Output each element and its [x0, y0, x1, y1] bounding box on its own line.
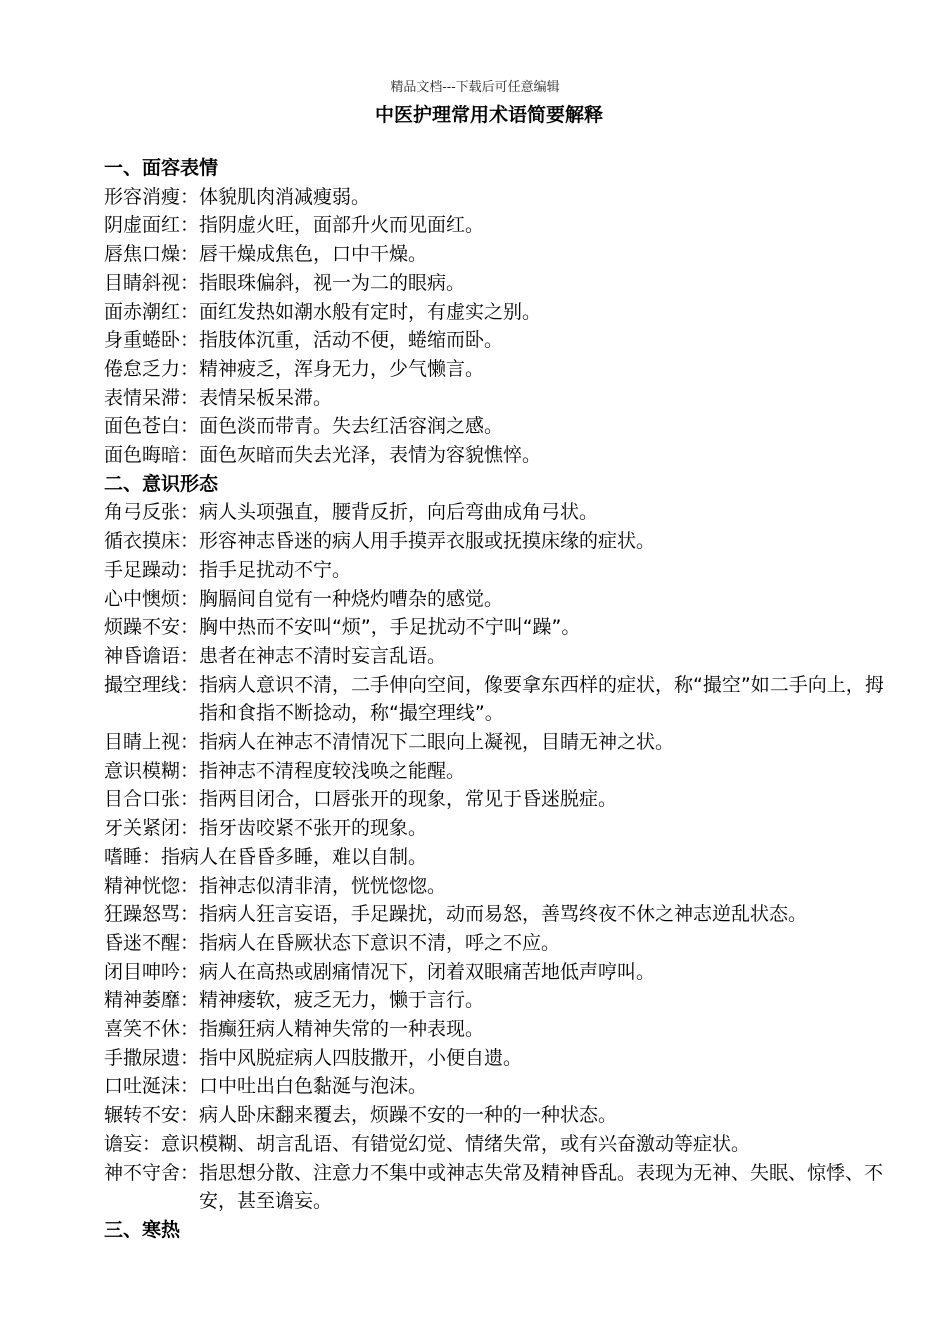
term-entry [104, 785, 894, 814]
term-definition: 指神志不清程度较浅唤之能醒。 [199, 759, 466, 782]
term-entry [104, 355, 894, 384]
term-entry [104, 326, 894, 355]
term-definition: 形容神志昏迷的病人用手摸弄衣服或抚摸床缘的症状。 [199, 530, 656, 553]
term-entry [104, 384, 894, 413]
term-definition: 指思想分散、注意力不集中或神志失常及精神昏乱。表现为无神、失眠、惊悸、不安，甚至谵妄。 [199, 1161, 884, 1213]
term-label: 谵妄： [104, 1132, 162, 1155]
term-definition: 指两目闭合，口唇张开的现象，常见于昏迷脱症。 [199, 788, 618, 811]
term-label: 心中懊烦： [104, 587, 200, 610]
term-entry [104, 900, 894, 929]
term-entry [104, 929, 894, 958]
term-entry [104, 556, 894, 585]
term-definition: 精神痿软，疲乏无力，懒于言行。 [199, 989, 485, 1012]
term-label: 阴虚面红： [104, 214, 200, 237]
term-label: 面色晦暗： [104, 444, 200, 467]
term-label: 角弓反张： [104, 501, 200, 524]
term-definition: 面色灰暗而失去光泽，表情为容貌憔悴。 [199, 444, 542, 467]
term-definition: 指病人在神志不清情况下二眼向上凝视，目睛无神之状。 [199, 731, 675, 754]
term-entry [104, 269, 894, 298]
term-entry [104, 1130, 894, 1159]
term-definition: 表情呆板呆滞。 [199, 386, 333, 409]
term-definition: 意识模糊、胡言乱语、有错觉幻觉、情绪失常，或有兴奋激动等症状。 [161, 1132, 751, 1155]
term-label: 循衣摸床： [104, 530, 200, 553]
term-entry [104, 872, 894, 901]
term-entry [104, 1101, 894, 1130]
term-label: 目睛斜视： [104, 271, 200, 294]
term-definition: 体貌肌肉消减瘦弱。 [199, 185, 371, 208]
term-label: 面赤潮红： [104, 300, 200, 323]
term-label: 闭目呻吟： [104, 960, 200, 983]
term-label: 辗转不安： [104, 1104, 200, 1127]
term-label: 形容消瘦： [104, 185, 200, 208]
section-heading: 一、面容表情 [104, 157, 219, 179]
term-definition: 指眼珠偏斜，视一为二的眼病。 [199, 271, 466, 294]
term-label: 意识模糊： [104, 759, 200, 782]
term-definition: 指神志似清非清，恍恍惚惚。 [199, 874, 447, 897]
term-definition: 指中风脱症病人四肢撒开，小便自遗。 [199, 1046, 523, 1069]
term-label: 唇焦口燥： [104, 243, 200, 266]
term-definition: 指病人在昏厥状态下意识不清，呼之不应。 [199, 931, 561, 954]
term-entry [104, 498, 894, 527]
term-definition: 患者在神志不清时妄言乱语。 [199, 644, 447, 667]
term-entry [104, 183, 894, 212]
document-body [104, 154, 894, 1245]
term-entry [104, 958, 894, 987]
term-label: 倦怠乏力： [104, 357, 200, 380]
term-definition: 指病人狂言妄语，手足躁扰，动而易怒，善骂终夜不休之神志逆乱状态。 [199, 903, 808, 926]
term-definition: 指病人意识不清，二手伸向空间，像要拿东西样的症状，称“撮空”如二手向上，拇指和食指不断捻动，称“撮空理线”。 [199, 673, 884, 725]
term-label: 神不守舍： [104, 1161, 200, 1184]
term-definition: 指阴虚火旺，面部升火而见面红。 [199, 214, 485, 237]
term-definition: 面色淡而带青。失去红活容润之感。 [199, 415, 504, 438]
term-definition: 胸中热而不安叫“烦”，手足扰动不宁叫“躁”。 [199, 616, 581, 639]
term-entry [104, 240, 894, 269]
section-heading: 三、寒热 [104, 1218, 181, 1241]
term-label: 狂躁怒骂： [104, 903, 200, 926]
term-label: 面色苍白： [104, 415, 200, 438]
term-definition: 口中吐出白色黏涎与泡沫。 [199, 1075, 428, 1098]
term-entry [104, 441, 894, 470]
term-entry [104, 412, 894, 441]
term-entry [104, 527, 894, 556]
document-title: 中医护理常用术语简要解释 [374, 104, 603, 126]
term-entry [104, 814, 894, 843]
term-entry [104, 986, 894, 1015]
term-entry [104, 1015, 894, 1044]
term-label: 目合口张： [104, 788, 200, 811]
term-definition: 指手足扰动不宁。 [199, 558, 352, 581]
header-note: 精品文档---下载后可任意编辑 [390, 80, 560, 95]
term-definition: 指牙齿咬紧不张开的现象。 [199, 817, 428, 840]
term-label: 撮空理线： [104, 673, 200, 696]
term-label: 身重蜷卧： [104, 329, 200, 352]
term-entry [104, 671, 894, 728]
term-entry [104, 1159, 894, 1216]
term-label: 口吐涎沫： [104, 1075, 200, 1098]
term-definition: 精神疲乏，浑身无力，少气懒言。 [199, 357, 485, 380]
term-entry [104, 728, 894, 757]
term-entry [104, 1044, 894, 1073]
term-entry [104, 843, 894, 872]
term-label: 手足躁动： [104, 558, 200, 581]
term-label: 昏迷不醒： [104, 931, 200, 954]
term-label: 神昏谵语： [104, 644, 200, 667]
term-entry [104, 1072, 894, 1101]
term-label: 表情呆滞： [104, 386, 200, 409]
term-definition: 病人在高热或剧痛情况下，闭着双眼痛苦地低声哼叫。 [199, 960, 656, 983]
term-label: 牙关紧闭： [104, 817, 200, 840]
term-label: 嗜睡： [104, 845, 162, 868]
section-heading: 二、意识形态 [104, 472, 219, 495]
term-label: 烦躁不安： [104, 616, 200, 639]
term-label: 精神恍惚： [104, 874, 200, 897]
term-label: 目睛上视： [104, 731, 200, 754]
term-entry [104, 585, 894, 614]
term-entry [104, 298, 894, 327]
term-definition: 唇干燥成焦色，口中干燥。 [199, 243, 428, 266]
term-entry [104, 211, 894, 240]
term-definition: 指肢体沉重，活动不便，蜷缩而卧。 [199, 329, 504, 352]
term-entry [104, 613, 894, 642]
term-label: 喜笑不休： [104, 1018, 200, 1041]
term-entry [104, 757, 894, 786]
term-definition: 指病人在昏昏多睡，难以自制。 [161, 845, 428, 868]
term-label: 手撒尿遗： [104, 1046, 200, 1069]
term-definition: 病人头项强直，腰背反折，向后弯曲成角弓状。 [199, 501, 599, 524]
term-definition: 病人卧床翻来覆去，烦躁不安的一种的一种状态。 [199, 1104, 618, 1127]
term-label: 精神萎靡： [104, 989, 200, 1012]
term-entry [104, 642, 894, 671]
term-definition: 指癫狂病人精神失常的一种表现。 [199, 1018, 485, 1041]
term-definition: 胸膈间自觉有一种烧灼嘈杂的感觉。 [199, 587, 504, 610]
term-definition: 面红发热如潮水般有定时，有虚实之别。 [199, 300, 542, 323]
